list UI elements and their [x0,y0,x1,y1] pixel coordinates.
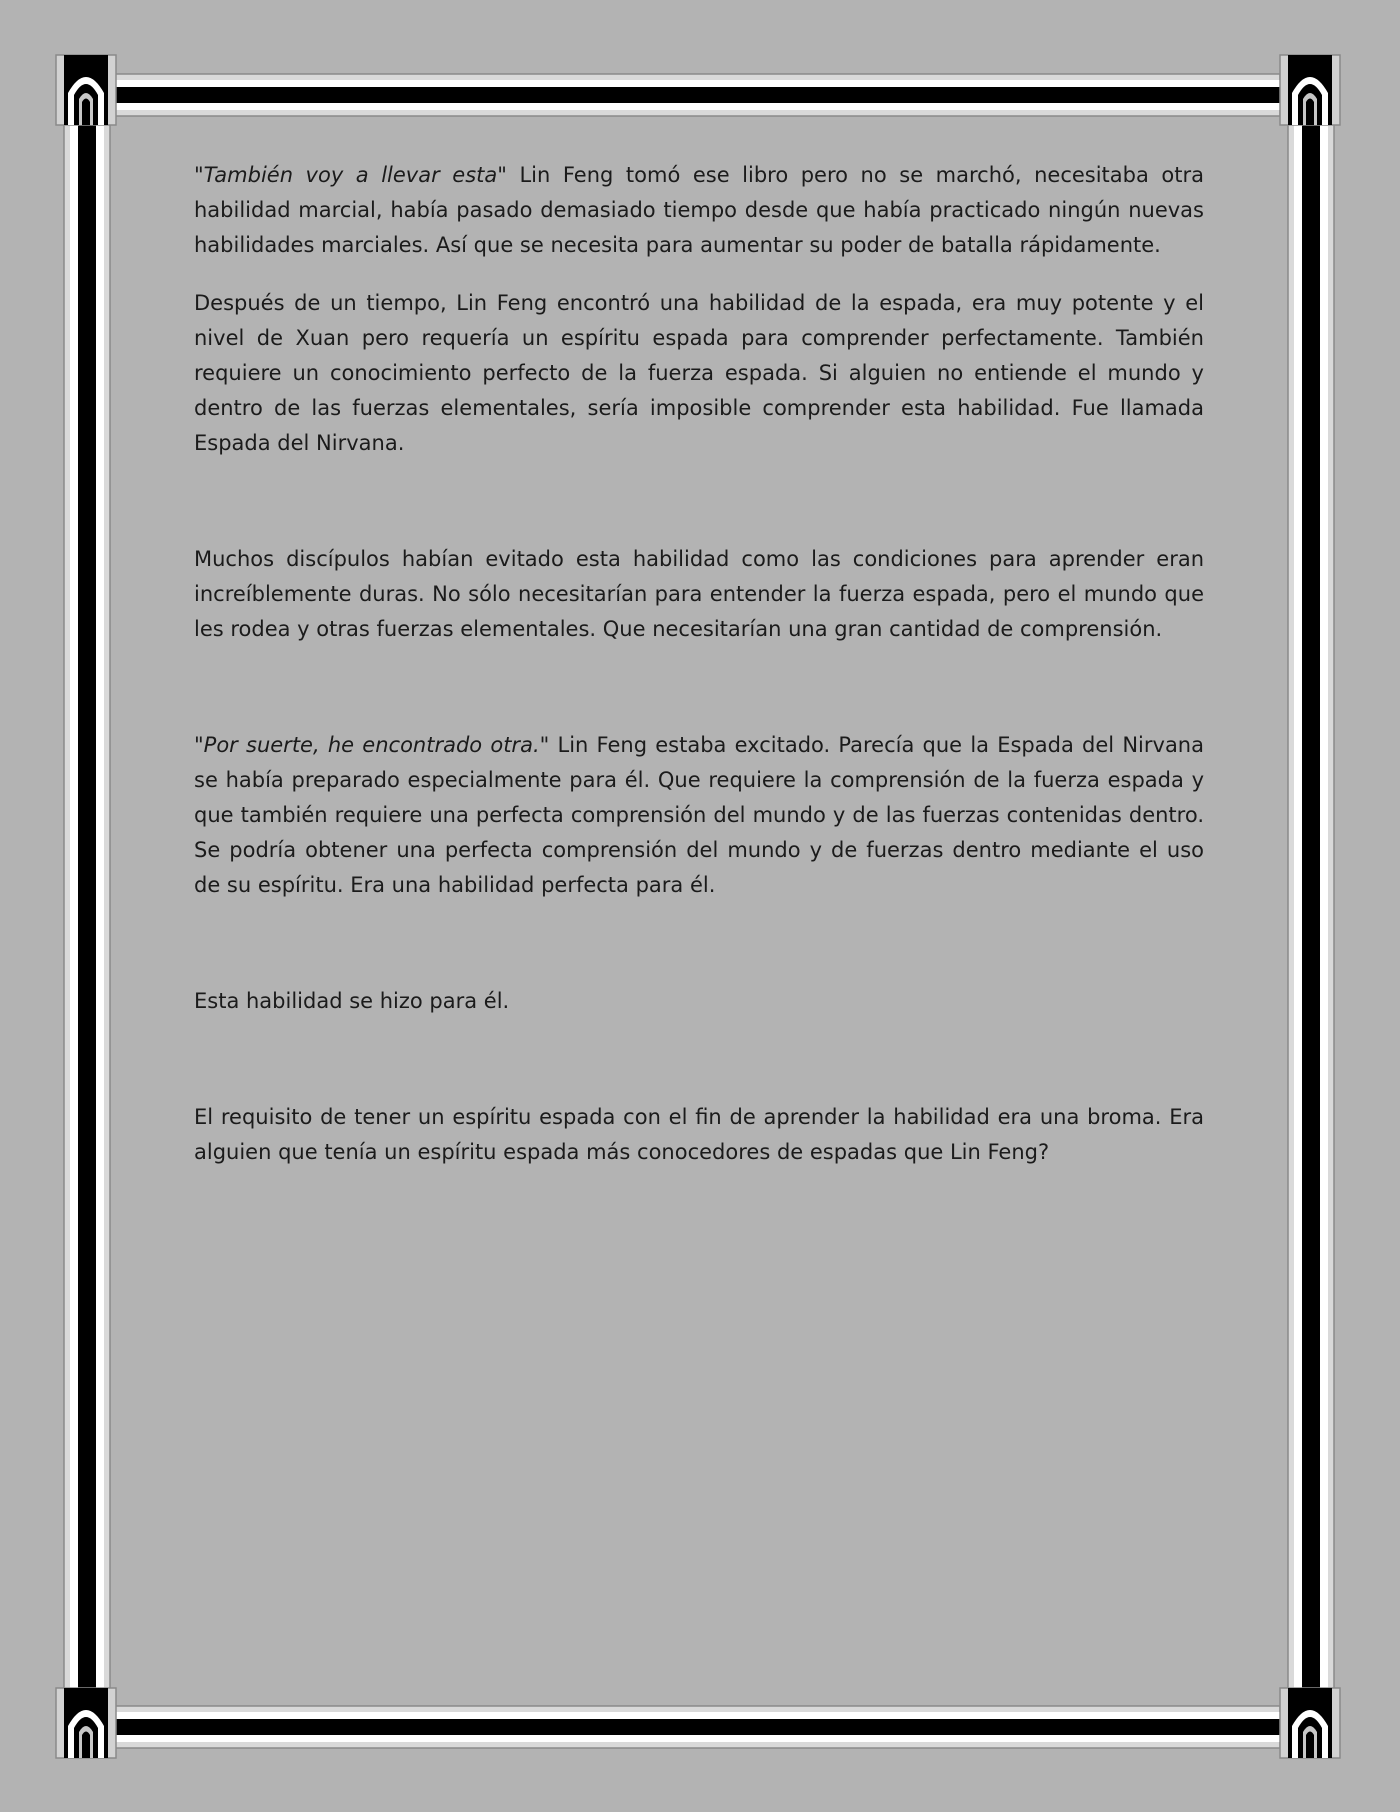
top-border-rail [106,74,1280,116]
top-left-arch-ornament [56,55,116,125]
top-right-arch-ornament [1280,55,1340,125]
paragraph-4 [194,728,1204,903]
paragraph-3 [194,542,1204,647]
paragraph-text: Esta habilidad se hizo para él. [194,989,510,1013]
bottom-left-arch-ornament [56,1688,116,1758]
bottom-border-rail [106,1706,1280,1748]
paragraph-text: Lin Feng estaba excitado. Parecía que la Espada del Nirvana se había preparado especialmente para él. Que requiere la comprensión de la fuerza espada y que también requiere una perfecta comprensión del mundo y de las fuerzas contenidas dentro. Se podría obtener una perfecta comprensión del mundo y de fuerzas dentro mediante el uso de su espíritu. Era una habilidad perfecta para él. [194,733,1204,897]
paragraph-1 [194,158,1204,263]
dialogue-quote: "Por suerte, he encontrado otra." [194,733,550,757]
paragraph-text: El requisito de tener un espíritu espada con el fin de aprender la habilidad era una broma. Era alguien que tenía un espíritu espada más conocedores de espadas que Lin Feng? [194,1105,1204,1164]
page-body-text [194,158,1204,1170]
paragraph-6 [194,1100,1204,1170]
paragraph-5 [194,984,1204,1019]
bottom-right-arch-ornament [1280,1688,1340,1758]
left-border-rail [64,100,110,1708]
paragraph-text: Muchos discípulos habían evitado esta habilidad como las condiciones para aprender eran increíblemente duras. No sólo necesitarían para entender la fuerza espada, pero el mundo que les rodea y otras fuerzas elementales. Que necesitarían una gran cantidad de comprensión. [194,547,1204,641]
paragraph-text: Lin Feng tomó ese libro pero no se marchó, necesitaba otra habilidad marcial, había pasado demasiado tiempo desde que había practicado ningún nuevas habilidades marciales. Así que se necesita para aumentar su poder de batalla rápidamente. [194,163,1204,257]
right-border-rail [1288,100,1334,1708]
paragraph-text: Después de un tiempo, Lin Feng encontró una habilidad de la espada, era muy potente y el nivel de Xuan pero requería un espíritu espada para comprender perfectamente. También requiere un conocimiento perfecto de la fuerza espada. Si alguien no entiende el mundo y dentro de las fuerzas elementales, sería imposible comprender esta habilidad. Fue llamada Espada del Nirvana. [194,291,1204,455]
dialogue-quote: "También voy a llevar esta" [194,163,507,187]
paragraph-2 [194,286,1204,461]
